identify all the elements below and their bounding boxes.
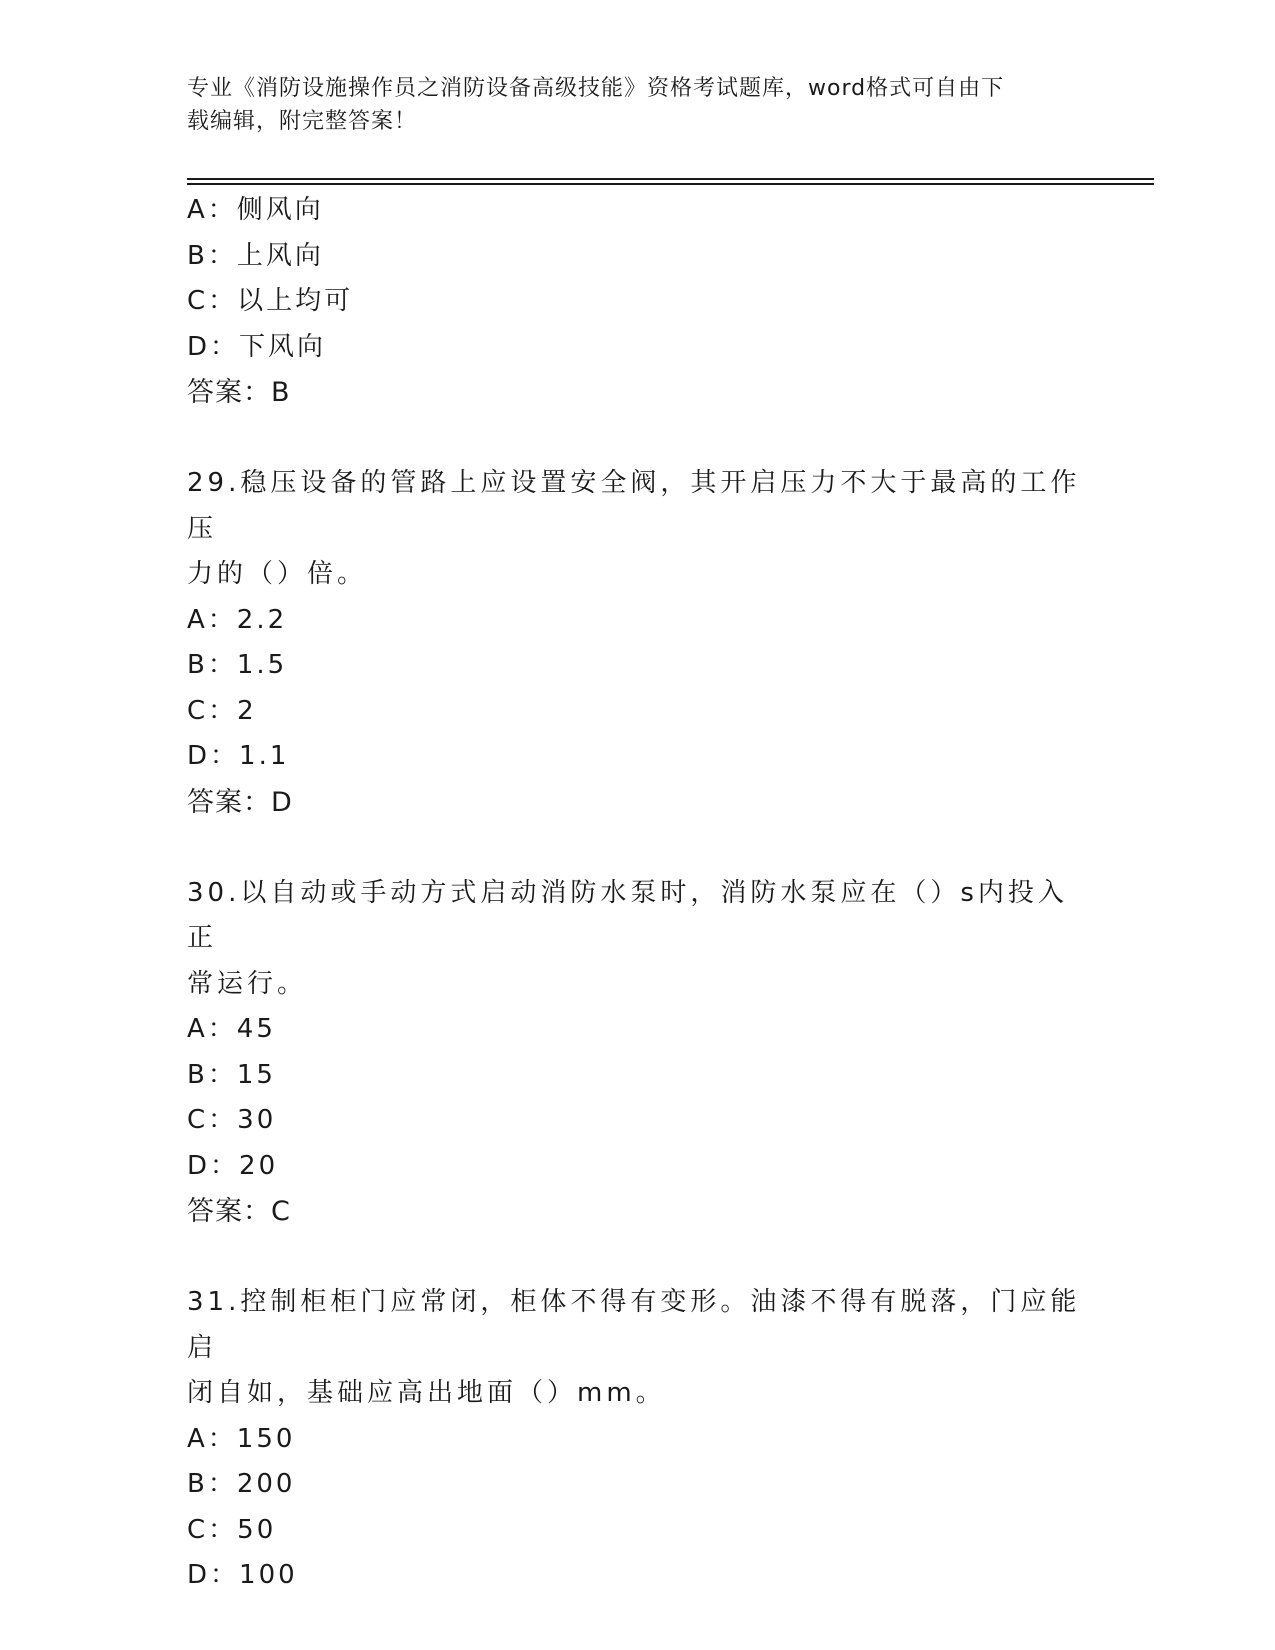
header-line-1: 专业《消防设施操作员之消防设备高级技能》资格考试题库，word格式可自由下 xyxy=(187,76,1005,101)
option-d: D：100 xyxy=(187,1560,298,1590)
answer: 答案：B xyxy=(187,377,291,408)
option-c: C：30 xyxy=(187,1105,277,1135)
option-c: C：以上均可 xyxy=(187,286,354,316)
option-a: A：150 xyxy=(187,1423,296,1454)
question-text-line-2: 闭自如，基础应高出地面（）mm。 xyxy=(187,1378,666,1408)
option-b: B：上风向 xyxy=(187,240,324,271)
header-line-2: 载编辑，附完整答案！ xyxy=(187,109,418,134)
option-a: A：侧风向 xyxy=(187,195,324,225)
question-list xyxy=(187,188,1087,1599)
answer: 答案：D xyxy=(187,786,293,818)
question-30 xyxy=(187,871,1087,1235)
option-d: D：下风向 xyxy=(187,331,327,362)
question-text-line-1: 30.以自动或手动方式启动消防水泵时，消防水泵应在（）s内投入正 xyxy=(187,877,1068,953)
question-29 xyxy=(187,461,1087,825)
option-b: B：200 xyxy=(187,1469,296,1499)
answer: 答案：C xyxy=(187,1196,291,1227)
question-text-line-1: 29.稳压设备的管路上应设置安全阀，其开启压力不大于最高的工作压 xyxy=(187,468,1081,544)
option-a: A：2.2 xyxy=(187,604,288,635)
header-divider-top xyxy=(187,178,1154,180)
option-d: D：20 xyxy=(187,1150,279,1181)
question-text-line-2: 力的（）倍。 xyxy=(187,559,368,589)
question-28 xyxy=(187,188,1087,416)
option-d: D：1.1 xyxy=(187,741,290,771)
question-text-line-2: 常运行。 xyxy=(187,968,308,999)
header-divider-bottom xyxy=(187,183,1154,185)
option-c: C：2 xyxy=(187,695,257,726)
option-b: B：15 xyxy=(187,1059,276,1090)
option-a: A：45 xyxy=(187,1014,276,1044)
question-text-line-1: 31.控制柜柜门应常闭，柜体不得有变形。油漆不得有脱落，门应能启 xyxy=(187,1287,1081,1363)
option-b: B：1.5 xyxy=(187,650,288,680)
option-c: C：50 xyxy=(187,1514,277,1545)
question-31 xyxy=(187,1280,1087,1599)
document-header xyxy=(187,72,1067,138)
